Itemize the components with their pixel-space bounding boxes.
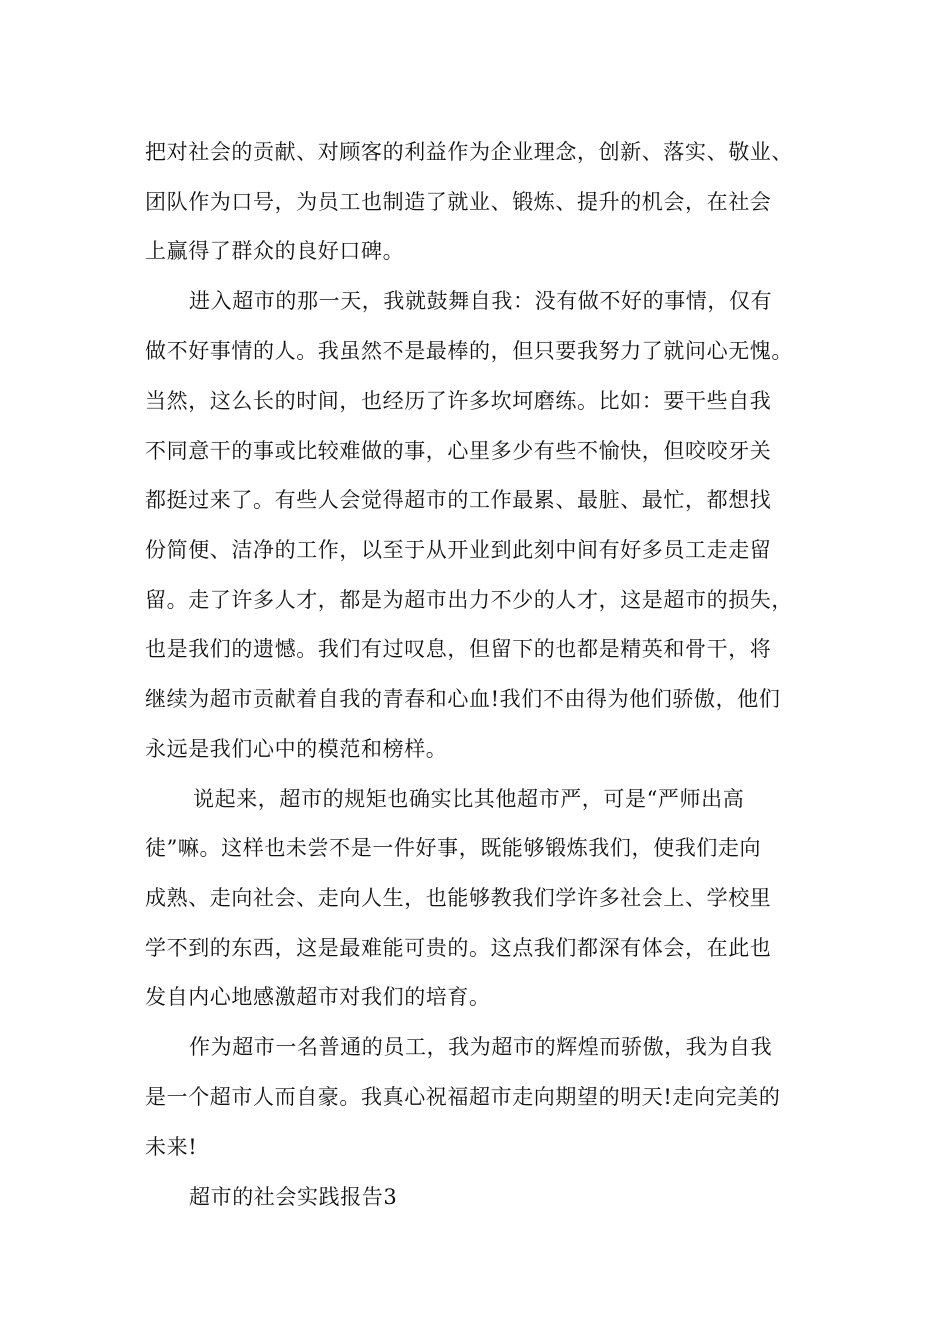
text-line: 做不好事情的人。我虽然不是最棒的，但只要我努力了就问心无愧。 bbox=[145, 339, 793, 363]
text-line: 把对社会的贡献、对顾客的利益作为企业理念，创新、落实、敬业、 bbox=[145, 140, 793, 164]
paragraph-start-line: 作为超市一名普通的员工，我为超市的辉煌而骄傲，我为自我 bbox=[189, 1035, 773, 1059]
text-line: 未来! bbox=[145, 1135, 198, 1159]
text-line: 都挺过来了。有些人会觉得超市的工作最累、最脏、最忙，都想找 bbox=[145, 488, 772, 512]
text-line: 徒”嘛。这样也未尝不是一件好事，既能够锻炼我们，使我们走向 bbox=[145, 836, 762, 860]
text-line: 上赢得了群众的良好口碑。 bbox=[145, 239, 405, 263]
section-heading: 超市的社会实践报告3 bbox=[189, 1185, 398, 1209]
text-line: 团队作为口号，为员工也制造了就业、锻炼、提升的机会，在社会 bbox=[145, 190, 772, 214]
text-line: 成熟、走向社会、走向人生，也能够教我们学许多社会上、学校里 bbox=[145, 886, 772, 910]
text-line: 也是我们的遗憾。我们有过叹息，但留下的也都是精英和骨干，将 bbox=[145, 637, 772, 661]
text-line: 发自内心地感激超市对我们的培育。 bbox=[145, 985, 491, 1009]
text-line: 是一个超市人而自豪。我真心祝福超市走向期望的明天!走向完美的 bbox=[145, 1085, 781, 1109]
text-line: 学不到的东西，这是最难能可贵的。这点我们都深有体会，在此也 bbox=[145, 936, 772, 960]
paragraph-start-line: 说起来，超市的规矩也确实比其他超市严，可是“严师出高 bbox=[193, 787, 745, 811]
paragraph-start-line: 进入超市的那一天，我就鼓舞自我：没有做不好的事情，仅有 bbox=[189, 289, 773, 313]
text-line: 留。走了许多人才，都是为超市出力不少的人才，这是超市的损失， bbox=[145, 588, 793, 612]
text-line: 继续为超市贡献着自我的青春和心血!我们不由得为他们骄傲，他们 bbox=[145, 687, 781, 711]
text-line: 份简便、洁净的工作，以至于从开业到此刻中间有好多员工走走留 bbox=[145, 538, 772, 562]
text-line: 不同意干的事或比较难做的事，心里多少有些不愉快，但咬咬牙关 bbox=[145, 439, 772, 463]
text-line: 当然，这么长的时间，也经历了许多坎坷磨练。比如：要干些自我 bbox=[145, 389, 772, 413]
text-line: 永远是我们心中的模范和榜样。 bbox=[145, 737, 448, 761]
